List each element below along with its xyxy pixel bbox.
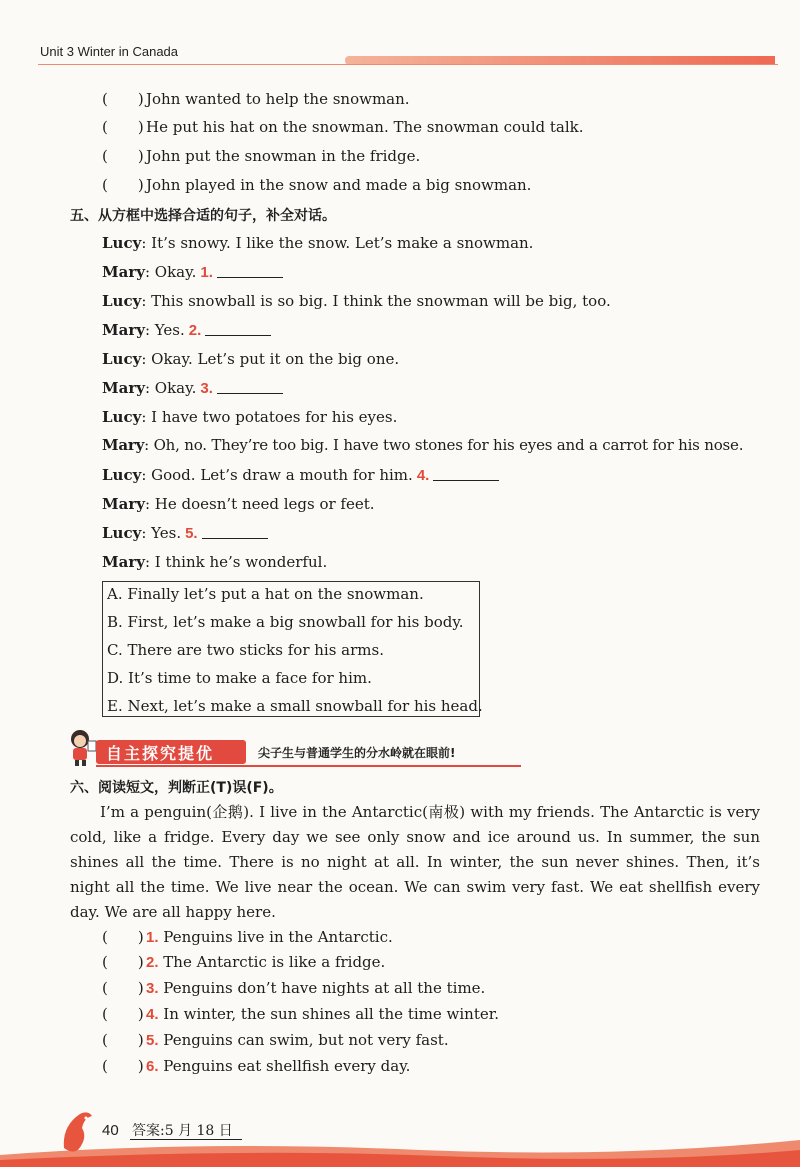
answer-blank[interactable] <box>202 524 268 539</box>
dialogue-line: Mary: Oh, no. They’re too big. I have two stones for his eyes and a carrot for his nose. <box>102 436 744 454</box>
answer-blank[interactable] <box>217 379 283 394</box>
dialogue-line: Lucy: Good. Let’s draw a mouth for him. 4. <box>102 465 499 486</box>
reading-passage: I’m a penguin(企鹅). I live in the Antarctic(南极) with my friends. The Antarctic is very cold, like a fridge. Every day we see only snow and ice around us. In summer, the sun shines all the time. There is no night at all. In winter, the sun never shines. Then, it’s night all the time. We live near the ocean. We can swim very fast. We eat shellfish every day. We are all happy here. <box>70 803 760 921</box>
banner-tagline: 尖子生与普通学生的分水岭就在眼前! <box>258 746 456 760</box>
header-line <box>38 64 778 65</box>
tf-item: ( ) 1. Penguins live in the Antarctic. <box>102 928 393 946</box>
dialogue-line: Mary: I think he’s wonderful. <box>102 553 328 571</box>
order-item: ( ) John put the snowman in the fridge. <box>102 147 421 165</box>
dialogue-line: Lucy: It’s snowy. I like the snow. Let’s make a snowman. <box>102 234 534 252</box>
section5-title: 五、从方框中选择合适的句子，补全对话。 <box>70 208 336 224</box>
dialogue-line: Mary: Okay. 3. <box>102 378 283 399</box>
dialogue-line: Lucy: This snowball is so big. I think the snowman will be big, too. <box>102 292 611 310</box>
banner-underline <box>96 765 521 767</box>
dialogue-line: Lucy: Okay. Let’s put it on the big one. <box>102 350 400 368</box>
option-c: C. There are two sticks for his arms. <box>107 641 384 659</box>
dialogue-line: Lucy: Yes. 5. <box>102 523 268 544</box>
options-box <box>102 581 483 717</box>
dialogue-line: Lucy: I have two potatoes for his eyes. <box>102 408 398 426</box>
answer-blank[interactable] <box>433 466 499 481</box>
answer-blank[interactable] <box>205 321 271 336</box>
option-b: B. First, let’s make a big snowball for his body. <box>107 613 464 631</box>
option-e: E. Next, let’s make a small snowball for his head. <box>107 697 483 715</box>
dialogue-line: Mary: Okay. 1. <box>102 262 283 283</box>
dolphin-icon <box>58 1108 98 1158</box>
order-item: ( ) John played in the snow and made a big snowman. <box>102 176 532 194</box>
order-item: ( ) John wanted to help the snowman. <box>102 90 410 108</box>
tf-item: ( ) 5. Penguins can swim, but not very fast. <box>102 1031 449 1049</box>
tf-item: ( ) 2. The Antarctic is like a fridge. <box>102 953 386 971</box>
answer-date: 答案:5 月 18 日 <box>132 1123 233 1139</box>
mascot-icon <box>64 727 100 767</box>
tf-item: ( ) 4. In winter, the sun shines all the time winter. <box>102 1005 500 1023</box>
dialogue-line: Mary: Yes. 2. <box>102 320 271 341</box>
header-title: Unit 3 Winter in Canada <box>40 44 179 59</box>
footer-wave <box>0 1100 800 1167</box>
answer-underline <box>130 1139 242 1140</box>
option-a: A. Finally let’s put a hat on the snowman. <box>107 585 424 603</box>
order-item: ( ) He put his hat on the snowman. The snowman could talk. <box>102 118 584 136</box>
answer-blank[interactable] <box>217 263 283 278</box>
section-banner: 自主探究提优 <box>96 740 246 764</box>
tf-item: ( ) 6. Penguins eat shellfish every day. <box>102 1057 411 1075</box>
option-d: D. It’s time to make a face for him. <box>107 669 372 687</box>
page-number: 40 <box>102 1122 119 1139</box>
tf-item: ( ) 3. Penguins don’t have nights at all the time. <box>102 979 486 997</box>
dialogue-line: Mary: He doesn’t need legs or feet. <box>102 495 375 513</box>
section6-title: 六、阅读短文，判断正(T)误(F)。 <box>70 780 283 796</box>
